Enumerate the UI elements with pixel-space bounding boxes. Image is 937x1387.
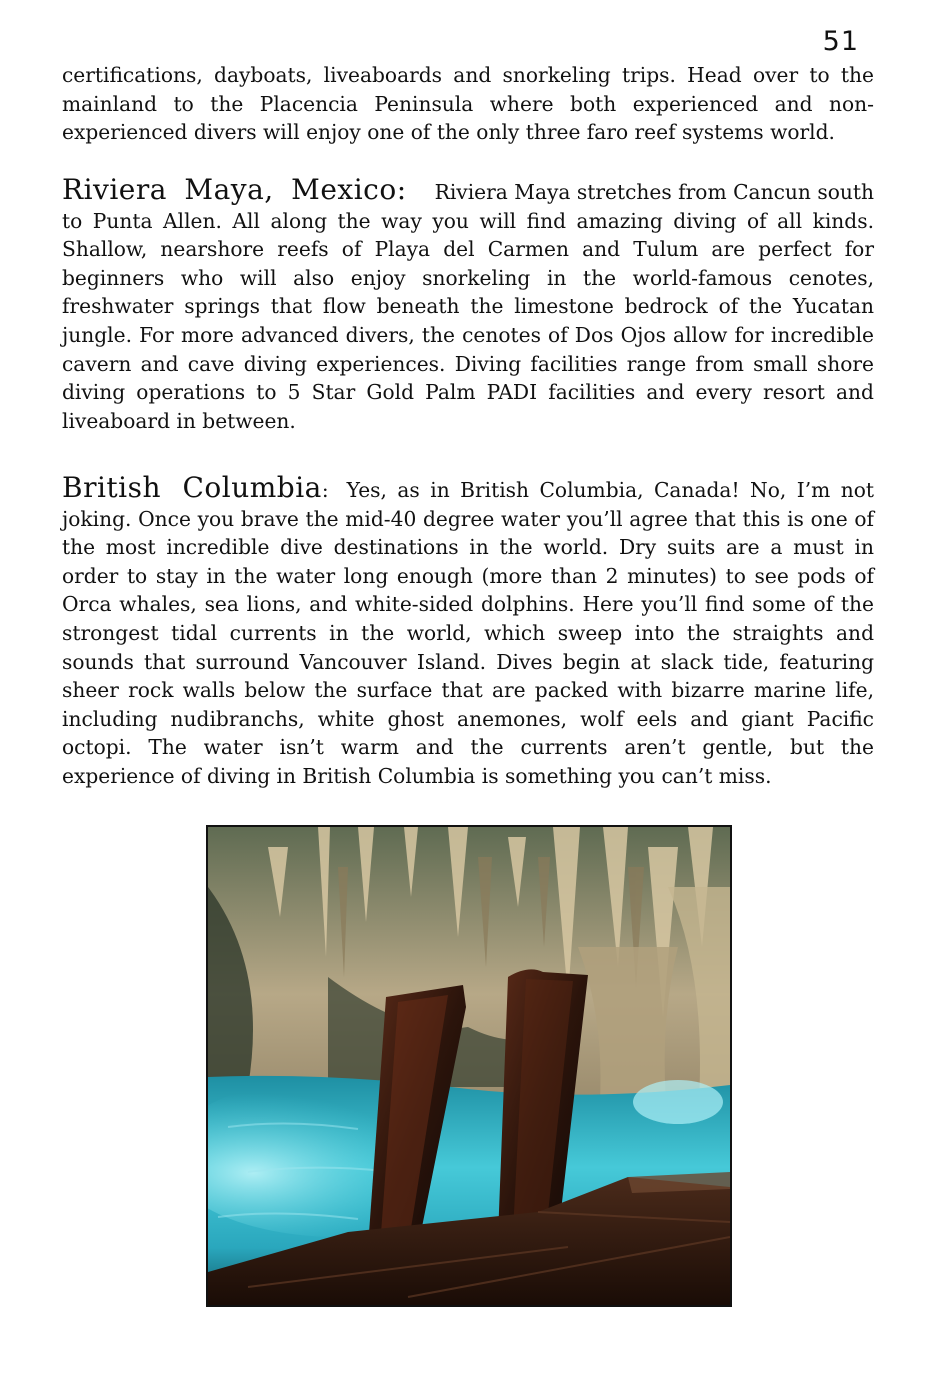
british-columbia-colon: : <box>321 478 329 502</box>
cenote-photo <box>206 825 732 1307</box>
riviera-maya-heading: Riviera Maya, Mexico: <box>62 173 407 206</box>
british-columbia-body: Yes, as in British Columbia, Canada! No, I’m not joking. Once you brave the mid-40 degree water you’ll agree that this is one of the most incredible dive destinations in the world. Dry suits are a must in order to stay in the water long enough (more than 2 minutes) to see pods of Orca whales, sea lions, and white-sided dolphins. Here you’ll find some of the strongest tidal currents in the world, which sweep into the straights and sounds that surround Vancouver Island. Dives begin at slack tide, featuring sheer rock walls below the surface that are packed with bizarre marine life, including nudibranchs, white ghost anemones, wolf eels and giant Pacific octopi. The water isn’t warm and the currents aren’t gentle, but the experience of diving in British Columbia is something you can’t miss. <box>62 478 874 788</box>
riviera-maya-paragraph <box>62 173 874 435</box>
cenote-cavern-illustration <box>208 827 730 1305</box>
intro-paragraph <box>62 61 874 147</box>
british-columbia-paragraph <box>62 471 874 791</box>
intro-text: certifications, dayboats, liveaboards and snorkeling trips. Head over to the mainland to the Placencia Peninsula where both experienced and non-experienced divers will enjoy one of the only three faro reef systems world. <box>62 63 874 145</box>
riviera-maya-body: Riviera Maya stretches from Cancun south to Punta Allen. All along the way you will find amazing diving of all kinds. Shallow, nearshore reefs of Playa del Carmen and Tulum are perfect for beginners who will also enjoy snorkeling in the world-famous cenotes, freshwater springs that flow beneath the limestone bedrock of the Yucatan jungle. For more advanced divers, the cenotes of Dos Ojos allow for incredible cavern and cave diving experiences. Diving facilities range from small shore diving operations to 5 Star Gold Palm PADI facilities and every resort and liveaboard in between. <box>62 180 874 433</box>
page-number: 51 <box>822 26 859 57</box>
british-columbia-heading: British Columbia <box>62 471 322 504</box>
